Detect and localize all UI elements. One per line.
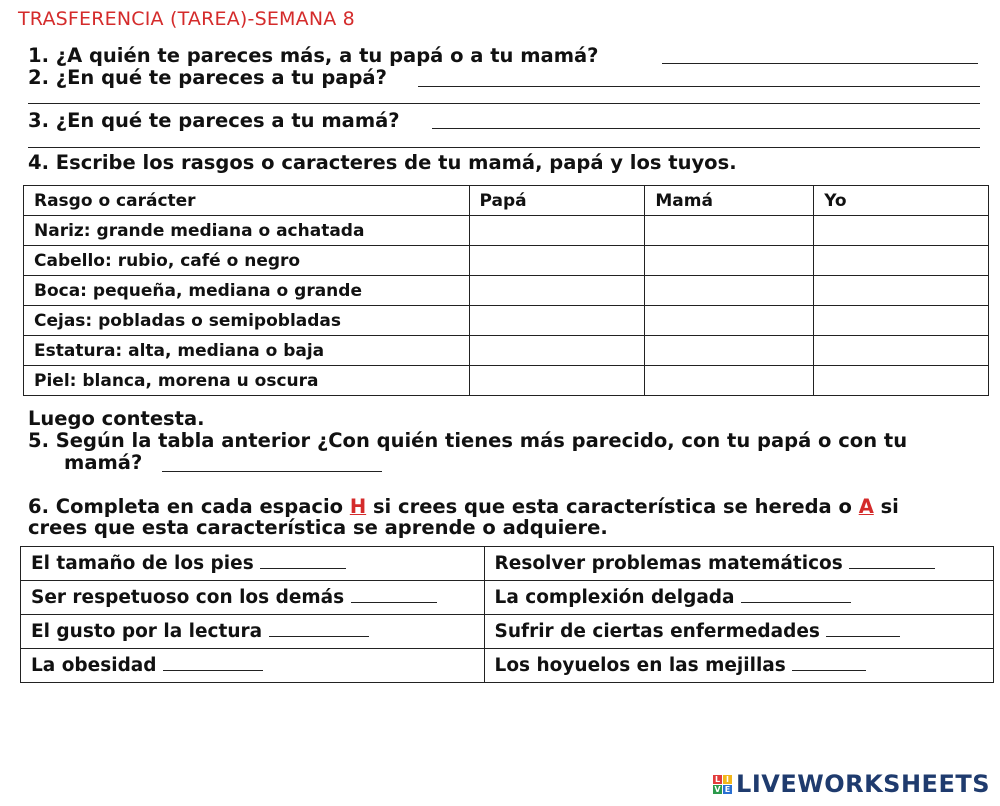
yo-cell[interactable] xyxy=(814,366,989,396)
mama-cell[interactable] xyxy=(645,366,814,396)
yo-cell[interactable] xyxy=(814,336,989,366)
trait-label: Nariz: grande mediana o achatada xyxy=(24,216,470,246)
item-cell xyxy=(484,615,993,649)
answer-blank[interactable] xyxy=(826,622,900,637)
answer-blank[interactable] xyxy=(849,554,935,569)
table-header-row xyxy=(24,186,989,216)
table-row xyxy=(24,306,989,336)
header-cell: Rasgo o carácter xyxy=(24,186,470,216)
trait-label: Boca: pequeña, mediana o grande xyxy=(24,276,470,306)
item-cell xyxy=(484,581,993,615)
question-6-line2: crees que esta característica se aprende o adquiere. xyxy=(28,516,608,539)
item-label: El gusto por la lectura xyxy=(31,621,263,642)
logo-text: LIVEWORKSHEETS xyxy=(736,770,990,798)
answer-line-3[interactable] xyxy=(432,128,980,129)
hereda-letter: H xyxy=(349,495,367,518)
question-6-line1 xyxy=(28,496,899,518)
q6-text-3: si xyxy=(873,495,899,518)
table-row xyxy=(24,216,989,246)
item-label: Ser respetuoso con los demás xyxy=(31,587,345,608)
q6-text-2: si crees que esta característica se hereda o xyxy=(366,495,859,518)
mama-cell[interactable] xyxy=(645,336,814,366)
header-cell: Mamá xyxy=(645,186,814,216)
item-label: Resolver problemas matemáticos xyxy=(494,553,843,574)
table-row xyxy=(21,615,994,649)
papa-cell[interactable] xyxy=(469,276,645,306)
header-cell: Yo xyxy=(814,186,989,216)
answer-blank[interactable] xyxy=(741,588,851,603)
logo-mark-icon: L I V E xyxy=(714,774,731,794)
item-label: La complexión delgada xyxy=(494,587,735,608)
yo-cell[interactable] xyxy=(814,306,989,336)
question-5-line2: mamá? xyxy=(64,451,143,474)
q6-text-1: 6. Completa en cada espacio xyxy=(28,495,350,518)
worksheet-title: TRASFERENCIA (TAREA)-SEMANA 8 xyxy=(18,8,355,30)
answer-line-5[interactable] xyxy=(162,471,382,472)
question-5-line1: 5. Según la tabla anterior ¿Con quién tienes más parecido, con tu papá o con tu xyxy=(28,429,908,452)
answer-line-3b[interactable] xyxy=(28,147,980,148)
table-row xyxy=(24,246,989,276)
adquiere-letter: A xyxy=(858,495,874,518)
table-row xyxy=(21,649,994,683)
question-4: 4. Escribe los rasgos o caracteres de tu mamá, papá y los tuyos. xyxy=(28,151,737,174)
papa-cell[interactable] xyxy=(469,246,645,276)
question-1: 1. ¿A quién te pareces más, a tu papá o a tu mamá? xyxy=(28,44,599,67)
traits-table xyxy=(23,185,989,396)
item-cell xyxy=(484,547,993,581)
answer-blank[interactable] xyxy=(351,588,437,603)
answer-line-1[interactable] xyxy=(662,63,978,64)
item-label: Los hoyuelos en las mejillas xyxy=(494,655,786,676)
papa-cell[interactable] xyxy=(469,306,645,336)
trait-label: Cejas: pobladas o semipobladas xyxy=(24,306,470,336)
answer-blank[interactable] xyxy=(260,554,346,569)
item-label: La obesidad xyxy=(31,655,157,676)
table-row xyxy=(21,547,994,581)
yo-cell[interactable] xyxy=(814,216,989,246)
papa-cell[interactable] xyxy=(469,336,645,366)
mama-cell[interactable] xyxy=(645,276,814,306)
item-cell xyxy=(21,581,485,615)
yo-cell[interactable] xyxy=(814,276,989,306)
trait-label: Piel: blanca, morena u oscura xyxy=(24,366,470,396)
item-label: Sufrir de ciertas enfermedades xyxy=(494,621,820,642)
trait-label: Estatura: alta, mediana o baja xyxy=(24,336,470,366)
item-cell xyxy=(484,649,993,683)
papa-cell[interactable] xyxy=(469,216,645,246)
trait-label: Cabello: rubio, café o negro xyxy=(24,246,470,276)
item-cell xyxy=(21,615,485,649)
answer-blank[interactable] xyxy=(269,622,369,637)
liveworksheets-logo xyxy=(713,770,990,798)
item-label: El tamaño de los pies xyxy=(31,553,254,574)
answer-line-2[interactable] xyxy=(418,86,980,87)
answer-blank[interactable] xyxy=(163,656,263,671)
item-cell xyxy=(21,649,485,683)
mama-cell[interactable] xyxy=(645,216,814,246)
yo-cell[interactable] xyxy=(814,246,989,276)
answer-line-2b[interactable] xyxy=(28,103,980,104)
mama-cell[interactable] xyxy=(645,306,814,336)
header-cell: Papá xyxy=(469,186,645,216)
mama-cell[interactable] xyxy=(645,246,814,276)
table-row xyxy=(24,276,989,306)
question-3: 3. ¿En qué te pareces a tu mamá? xyxy=(28,109,400,132)
item-cell xyxy=(21,547,485,581)
papa-cell[interactable] xyxy=(469,366,645,396)
instruction-text: Luego contesta. xyxy=(28,407,205,430)
table-row xyxy=(24,336,989,366)
answer-blank[interactable] xyxy=(792,656,866,671)
question-2: 2. ¿En qué te pareces a tu papá? xyxy=(28,66,387,89)
table-row xyxy=(21,581,994,615)
table-row xyxy=(24,366,989,396)
inheritance-table xyxy=(20,546,994,683)
